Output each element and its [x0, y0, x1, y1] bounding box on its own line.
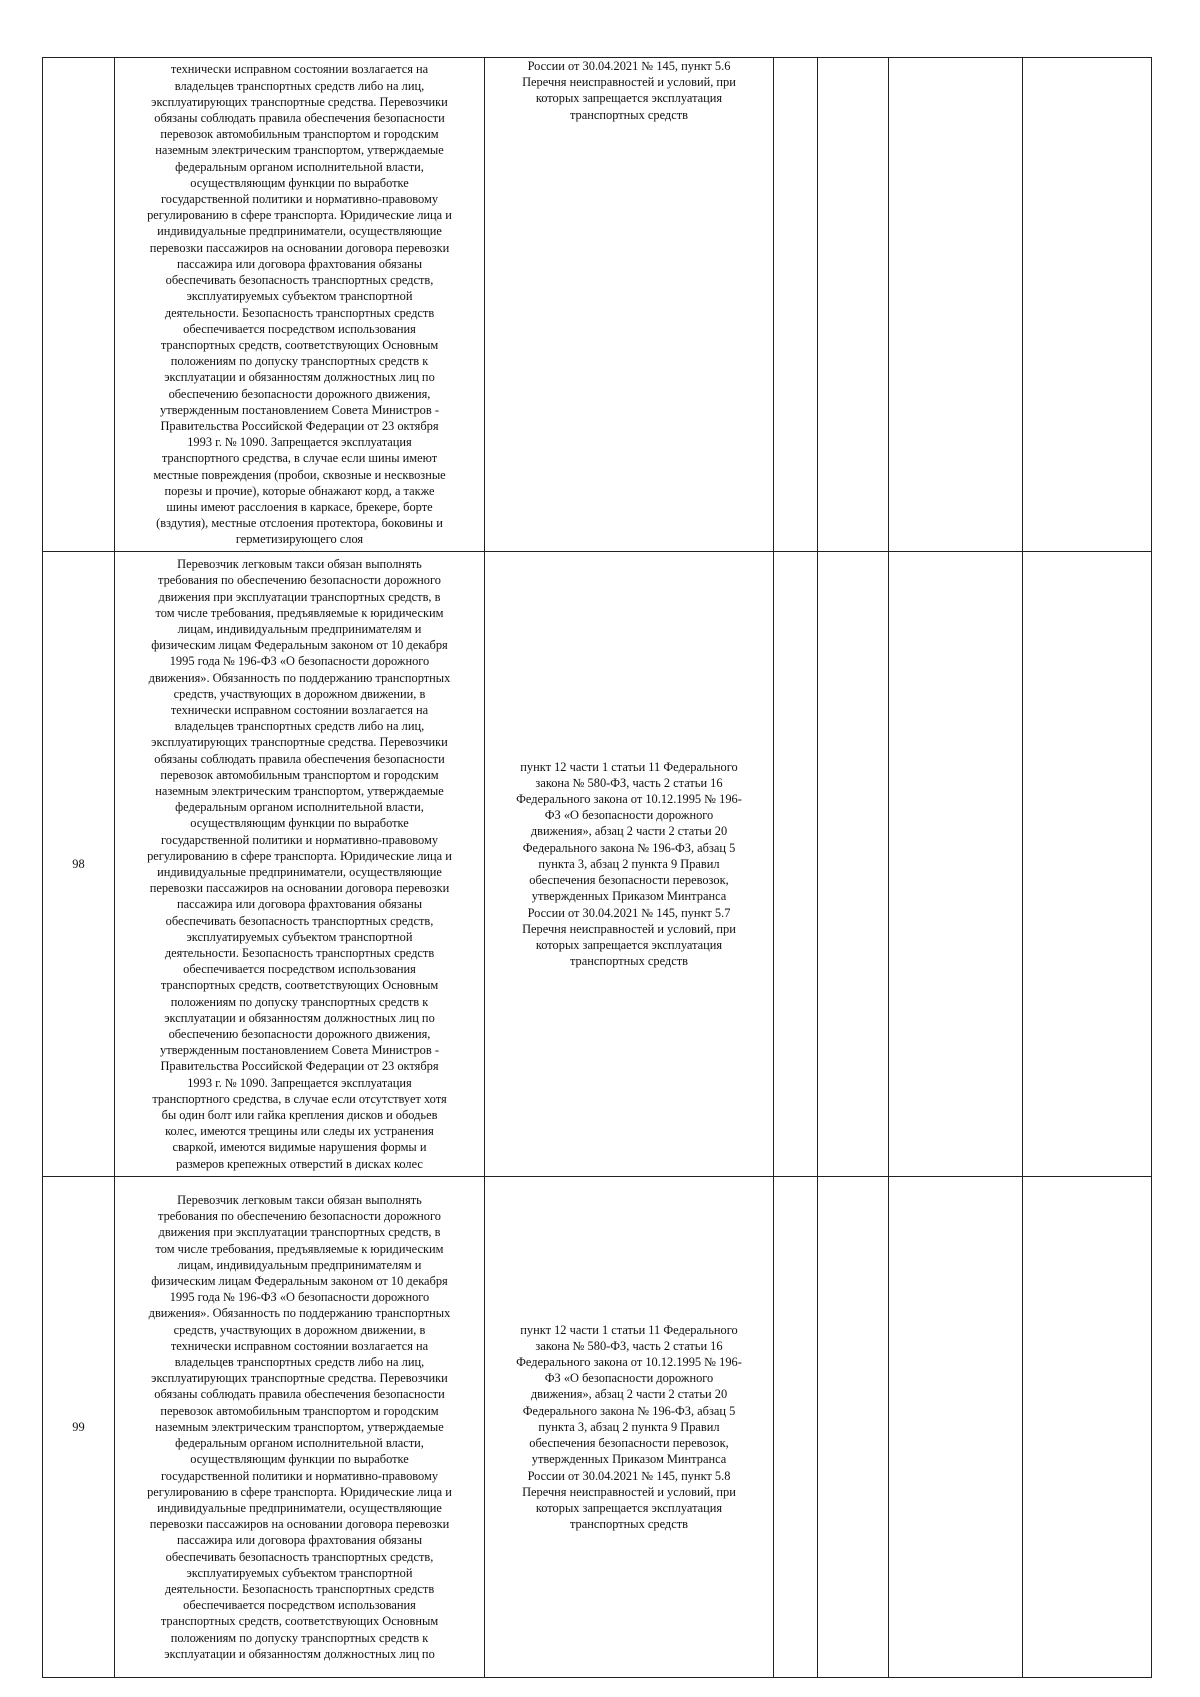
empty-cell [818, 58, 889, 552]
empty-cell [818, 552, 889, 1177]
empty-cell [1023, 58, 1152, 552]
empty-cell [1023, 552, 1152, 1177]
requirement-cell: Перевозчик легковым такси обязан выполнять требования по обеспечению безопасности дорожного движения при эксплуатации транспортных средств, в том числе требования, предъявляемые к юридическим лицам, индивидуальным предпринимателям и физическим лицам Федеральным законом от 10 декабря 1995 года № 196-ФЗ «О безопасности дорожного движения». Обязанность по поддержанию транспортных средств, участвующих в дорожном движении, в технически исправном состоянии возлагается на владельцев транспортных средств либо на лиц, эксплуатирующих транспортные средства. Перевозчики обязаны соблюдать правила обеспечения безопасности перевозок автомобильным транспортом и городским наземным электрическим транспортом, утверждаемые федеральным органом исполнительной власти, осуществляющим функции по выработке государственной политики и нормативно-правовому регулированию в сфере транспорта. Юридические лица и индивидуальные предприниматели, осуществляющие перевозки пассажиров на основании договора перевозки пассажира или договора фрахтования обязаны обеспечивать безопасность транспортных средств, эксплуатируемых субъектом транспортной деятельности. Безопасность транспортных средств обеспечивается посредством использования транспортных средств, соответствующих Основным положениям по допуску транспортных средств к эксплуатации и обязанностям должностных лиц по обеспечению безопасности дорожного движения, утвержденным постановлением Совета Министров - Правительства Российской Федерации от 23 октября 1993 г. № 1090. Запрещается эксплуатация транспортного средства, в случае если отсутствует хотя бы один болт или гайка крепления дисков и ободьев колес, имеются трещины или следы их устранения сваркой, имеются видимые нарушения формы и размеров крепежных отверстий в дисках колес [115, 552, 485, 1177]
empty-cell [818, 1177, 889, 1678]
empty-cell [1023, 1177, 1152, 1678]
row-number-cell: 98 [43, 552, 115, 1177]
table-row [43, 552, 1152, 1177]
requirement-cell: Перевозчик легковым такси обязан выполнять требования по обеспечению безопасности дорожного движения при эксплуатации транспортных средств, в том числе требования, предъявляемые к юридическим лицам, индивидуальным предпринимателям и физическим лицам Федеральным законом от 10 декабря 1995 года № 196-ФЗ «О безопасности дорожного движения». Обязанность по поддержанию транспортных средств, участвующих в дорожном движении, в технически исправном состоянии возлагается на владельцев транспортных средств либо на лиц, эксплуатирующих транспортные средства. Перевозчики обязаны соблюдать правила обеспечения безопасности перевозок автомобильным транспортом и городским наземным электрическим транспортом, утверждаемые федеральным органом исполнительной власти, осуществляющим функции по выработке государственной политики и нормативно-правовому регулированию в сфере транспорта. Юридические лица и индивидуальные предприниматели, осуществляющие перевозки пассажиров на основании договора перевозки пассажира или договора фрахтования обязаны обеспечивать безопасность транспортных средств, эксплуатируемых субъектом транспортной деятельности. Безопасность транспортных средств обеспечивается посредством использования транспортных средств, соответствующих Основным положениям по допуску транспортных средств к эксплуатации и обязанностям должностных лиц по [115, 1177, 485, 1678]
legal-reference-cell: пункт 12 части 1 статьи 11 Федерального закона № 580-ФЗ, часть 2 статьи 16 Федерального закона от 10.12.1995 № 196- ФЗ «О безопасности дорожного движения», абзац 2 части 2 статьи 20 Федерального закона № 196-ФЗ, абзац 5 пункта 3, абзац 2 пункта 9 Правил обеспечения безопасности перевозок, утвержденных Приказом Минтранса России от 30.04.2021 № 145, пункт 5.7 Перечня неисправностей и условий, при которых запрещается эксплуатация транспортных средств [485, 552, 774, 1177]
empty-cell [774, 552, 818, 1177]
legal-reference-cell: пункт 12 части 1 статьи 11 Федерального закона № 580-ФЗ, часть 2 статьи 16 Федерального закона от 10.12.1995 № 196- ФЗ «О безопасности дорожного движения», абзац 2 части 2 статьи 20 Федерального закона № 196-ФЗ, абзац 5 пункта 3, абзац 2 пункта 9 Правил обеспечения безопасности перевозок, утвержденных Приказом Минтранса России от 30.04.2021 № 145, пункт 5.8 Перечня неисправностей и условий, при которых запрещается эксплуатация транспортных средств [485, 1177, 774, 1678]
empty-cell [889, 1177, 1023, 1678]
empty-cell [774, 1177, 818, 1678]
table-row [43, 58, 1152, 552]
requirement-cell: технически исправном состоянии возлагается на владельцев транспортных средств либо на лиц, эксплуатирующих транспортные средства. Перевозчики обязаны соблюдать правила обеспечения безопасности перевозок автомобильным транспортом и городским наземным электрическим транспортом, утверждаемые федеральным органом исполнительной власти, осуществляющим функции по выработке государственной политики и нормативно-правовому регулированию в сфере транспорта. Юридические лица и индивидуальные предприниматели, осуществляющие перевозки пассажиров на основании договора перевозки пассажира или договора фрахтования обязаны обеспечивать безопасность транспортных средств, эксплуатируемых субъектом транспортной деятельности. Безопасность транспортных средств обеспечивается посредством использования транспортных средств, соответствующих Основным положениям по допуску транспортных средств к эксплуатации и обязанностям должностных лиц по обеспечению безопасности дорожного движения, утвержденным постановлением Совета Министров - Правительства Российской Федерации от 23 октября 1993 г. № 1090. Запрещается эксплуатация транспортного средства, в случае если шины имеют местные повреждения (пробои, сквозные и несквозные порезы и прочие), которые обнажают корд, а также шины имеют расслоения в каркасе, брекере, борте (вздутия), местные отслоения протектора, боковины и герметизирующего слоя [115, 58, 485, 552]
table-row [43, 1177, 1152, 1678]
empty-cell [889, 58, 1023, 552]
requirements-table [42, 57, 1152, 1678]
row-number-cell [43, 58, 115, 552]
row-number-cell: 99 [43, 1177, 115, 1678]
empty-cell [774, 58, 818, 552]
empty-cell [889, 552, 1023, 1177]
legal-reference-cell: России от 30.04.2021 № 145, пункт 5.6 Перечня неисправностей и условий, при которых запрещается эксплуатация транспортных средств [485, 58, 774, 552]
